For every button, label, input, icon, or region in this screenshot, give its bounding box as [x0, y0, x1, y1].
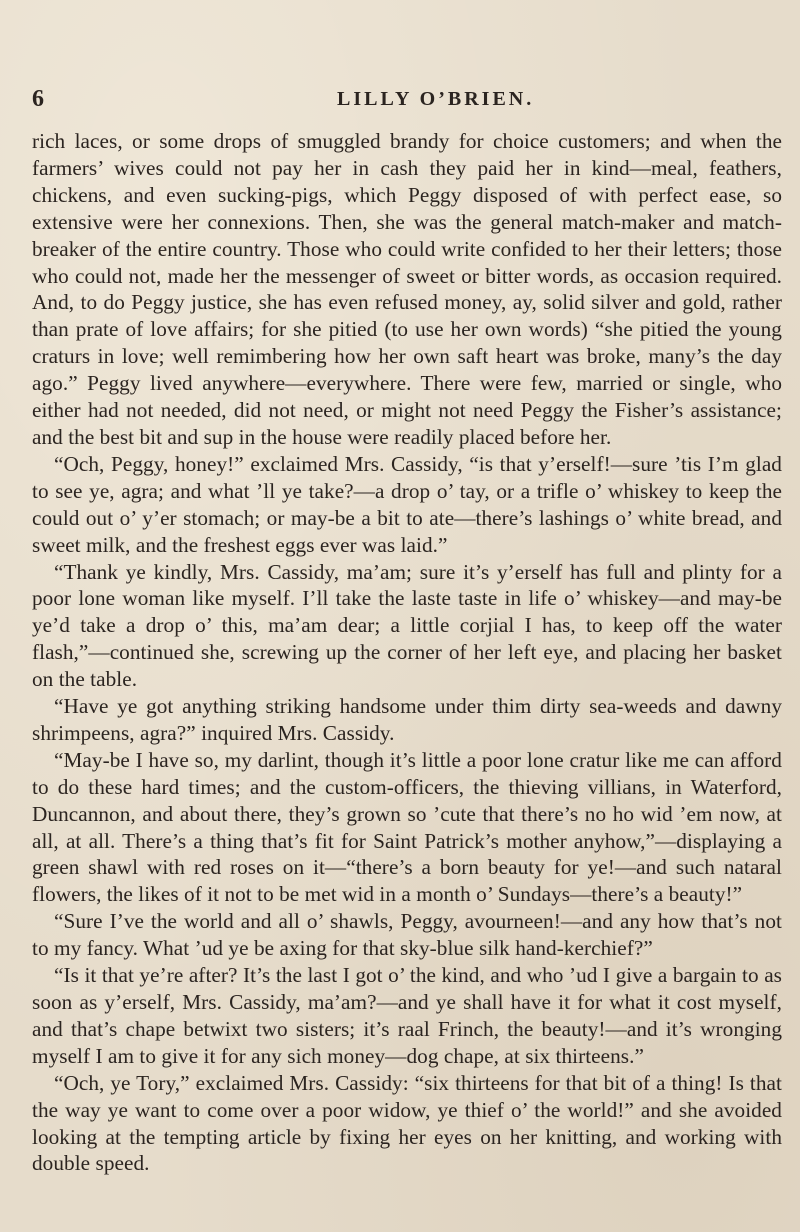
paragraph-6: “Sure I’ve the world and all o’ shawls, Peggy, avourneen!—and any how that’s not to my fancy. What ’ud ye be axing for that sky-blue silk hand-kerchief?” [32, 909, 782, 961]
paragraph-2: “Och, Peggy, honey!” exclaimed Mrs. Cassidy, “is that y’erself!—sure ’tis I’m glad to see ye, agra; and what ’ll ye take?—a drop o’ tay, or a trifle o’ whiskey to keep the could out o’ y’er stomach; or may-be a bit to ate—there’s lashings o’ white bread, and sweet milk, and the freshest eggs ever was laid.” [32, 451, 782, 557]
paragraph-8: “Och, ye Tory,” exclaimed Mrs. Cassidy: “six thirteens for that bit of a thing! Is that the way ye want to come over a poor widow, ye thief o’ the world!” and she avoided looking at the tempting article by fixing her eyes on her knitting, and working with double speed. [32, 1070, 782, 1176]
running-head: LILLY O’BRIEN. [337, 88, 535, 110]
paragraph-5: “May-be I have so, my darlint, though it’s little a poor lone cratur like me can afford to do these hard times; and the custom-officers, the thieving villians, in Waterford, Duncannon, and about there, they’s grown so ’cute that there’s no ho wid ’em now, at all, at all. There’s a thing that’s fit for Saint Patrick’s mother anyhow,”—displaying a green shawl with red roses on it—“there’s a born beauty for ye!—and such nataral flowers, the likes of it not to be met wid in a month o’ Sundays—there’s a beauty!” [32, 747, 782, 907]
page-header [32, 86, 780, 114]
paragraph-7: “Is it that ye’re after? It’s the last I got o’ the kind, and who ’ud I give a bargain to as soon as y’erself, Mrs. Cassidy, ma’am?—and ye shall have it for what it cost myself, and that’s chape betwixt two sisters; it’s raal Frinch, the beauty!—and it’s wronging myself I am to give it for any sich money—dog chape, at six thirteens.” [32, 963, 782, 1068]
page-number: 6 [32, 86, 45, 112]
paragraph-3: “Thank ye kindly, Mrs. Cassidy, ma’am; sure it’s y’erself has full and plinty for a poor lone woman like myself. I’ll take the laste taste in life o’ whiskey—and may-be ye’d take a drop o’ this, ma’am dear; a little corjial I has, to keep off the water flash,”—continued she, screwing up the corner of her left eye, and placing her basket on the table. [32, 559, 782, 692]
paragraph-4: “Have ye got anything striking handsome under thim dirty sea-weeds and dawny shrimpeens, agra?” inquired Mrs. Cassidy. [32, 694, 782, 745]
body-text [32, 128, 782, 1177]
paragraph-1: rich laces, or some drops of smuggled brandy for choice customers; and when the farmers’ wives could not pay her in cash they paid her in kind—meal, feathers, chickens, and even sucking-pigs, which Peggy disposed of with perfect ease, so extensive were her connexions. Then, she was the general match-maker and match-breaker of the entire country. Those who could write confided to her their letters; those who could not, made her the messenger of sweet or bitter words, as occasion required. And, to do Peggy justice, she has even refused money, ay, solid silver and gold, rather than prate of love affairs; for she pitied (to use her own words) “she pitied the young craturs in love; well remimbering how her own saft heart was broke, many’s the day ago.” Peggy lived anywhere—everywhere. There were few, married or single, who either had not needed, did not need, or might not need Peggy the Fisher’s assistance; and the best bit and sup in the house were readily placed before her. [32, 129, 782, 449]
